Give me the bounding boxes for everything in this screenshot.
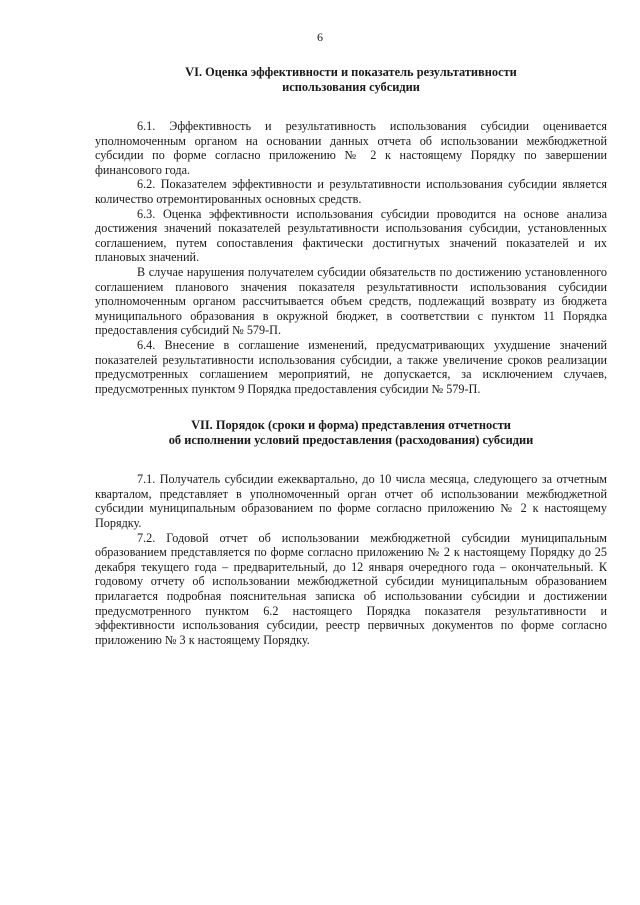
- section-heading-vi-line2: использования субсидии: [282, 80, 420, 94]
- paragraph-6-3-continued: В случае нарушения получателем субсидии обязательств по достижению установленного соглашением планового значения показателя результативности использования субсидии уполномоченным органом рассчитывается объем средств, подлежащий возврату из бюджета муниципального образования в окружной бюджет, в соответствии с пунктом 11 Порядка предоставления субсидий № 579-П.: [95, 264, 607, 338]
- paragraph-7-2: 7.2. Годовой отчет об использовании межбюджетной субсидии муниципальным образованием представляется по форме согласно приложению № 2 к настоящему Порядку до 25 декабря текущего года – предварительный, до 12 января очередного года – окончательный. К годовому отчету об использовании межбюджетной субсидии муниципальным образованием прилагается подробная пояснительная записка об использовании субсидии и достижении предусмотренного пунктом 6.2 настоящего Порядка показателя результативности и эффективности использования субсидии, реестр первичных документов по форме согласно приложению № 3 к настоящему Порядку.: [95, 530, 607, 647]
- section-heading-vii: [95, 418, 607, 448]
- paragraph-6-4: 6.4. Внесение в соглашение изменений, предусматривающих ухудшение значений показателей результативности использования субсидии, а также увеличение сроков реализации предусмотренных соглашением мероприятий, не допускается, за исключением случаев, предусмотренных пунктом 9 Порядка предоставления субсидии № 579-П.: [95, 337, 607, 396]
- page-content: [95, 65, 607, 647]
- page-number: 6: [317, 30, 323, 44]
- paragraph-6-3: 6.3. Оценка эффективности использования субсидии проводится на основе анализа достижения значений показателей результативности использования субсидии, установленных соглашением, путем сопоставления фактически достигнутых значений показателей и их плановых значений.: [95, 206, 607, 265]
- paragraph-6-2: 6.2. Показателем эффективности и результативности использования субсидии является количество отремонтированных основных средств.: [95, 177, 607, 206]
- section-heading-vii-line2: об исполнении условий предоставления (расходования) субсидии: [168, 433, 534, 448]
- section-heading-vi: [95, 65, 607, 95]
- section-heading-vi-line1: VI. Оценка эффективности и показатель результативности: [185, 65, 517, 79]
- paragraph-6-1: 6.1. Эффективность и результативность использования субсидии оценивается уполномоченным органом на основании данных отчета об использовании межбюджетной субсидии по форме согласно приложению № 2 к настоящему Порядку по завершении финансового года.: [95, 119, 607, 177]
- paragraph-7-1: 7.1. Получатель субсидии ежеквартально, до 10 числа месяца, следующего за отчетным кварталом, представляет в уполномоченный орган отчет об использовании межбюджетной субсидии муниципальным образованием по форме согласно приложению № 2 к настоящему Порядку.: [95, 472, 607, 531]
- section-heading-vii-line1: VII. Порядок (сроки и форма) представления отчетности: [191, 418, 511, 433]
